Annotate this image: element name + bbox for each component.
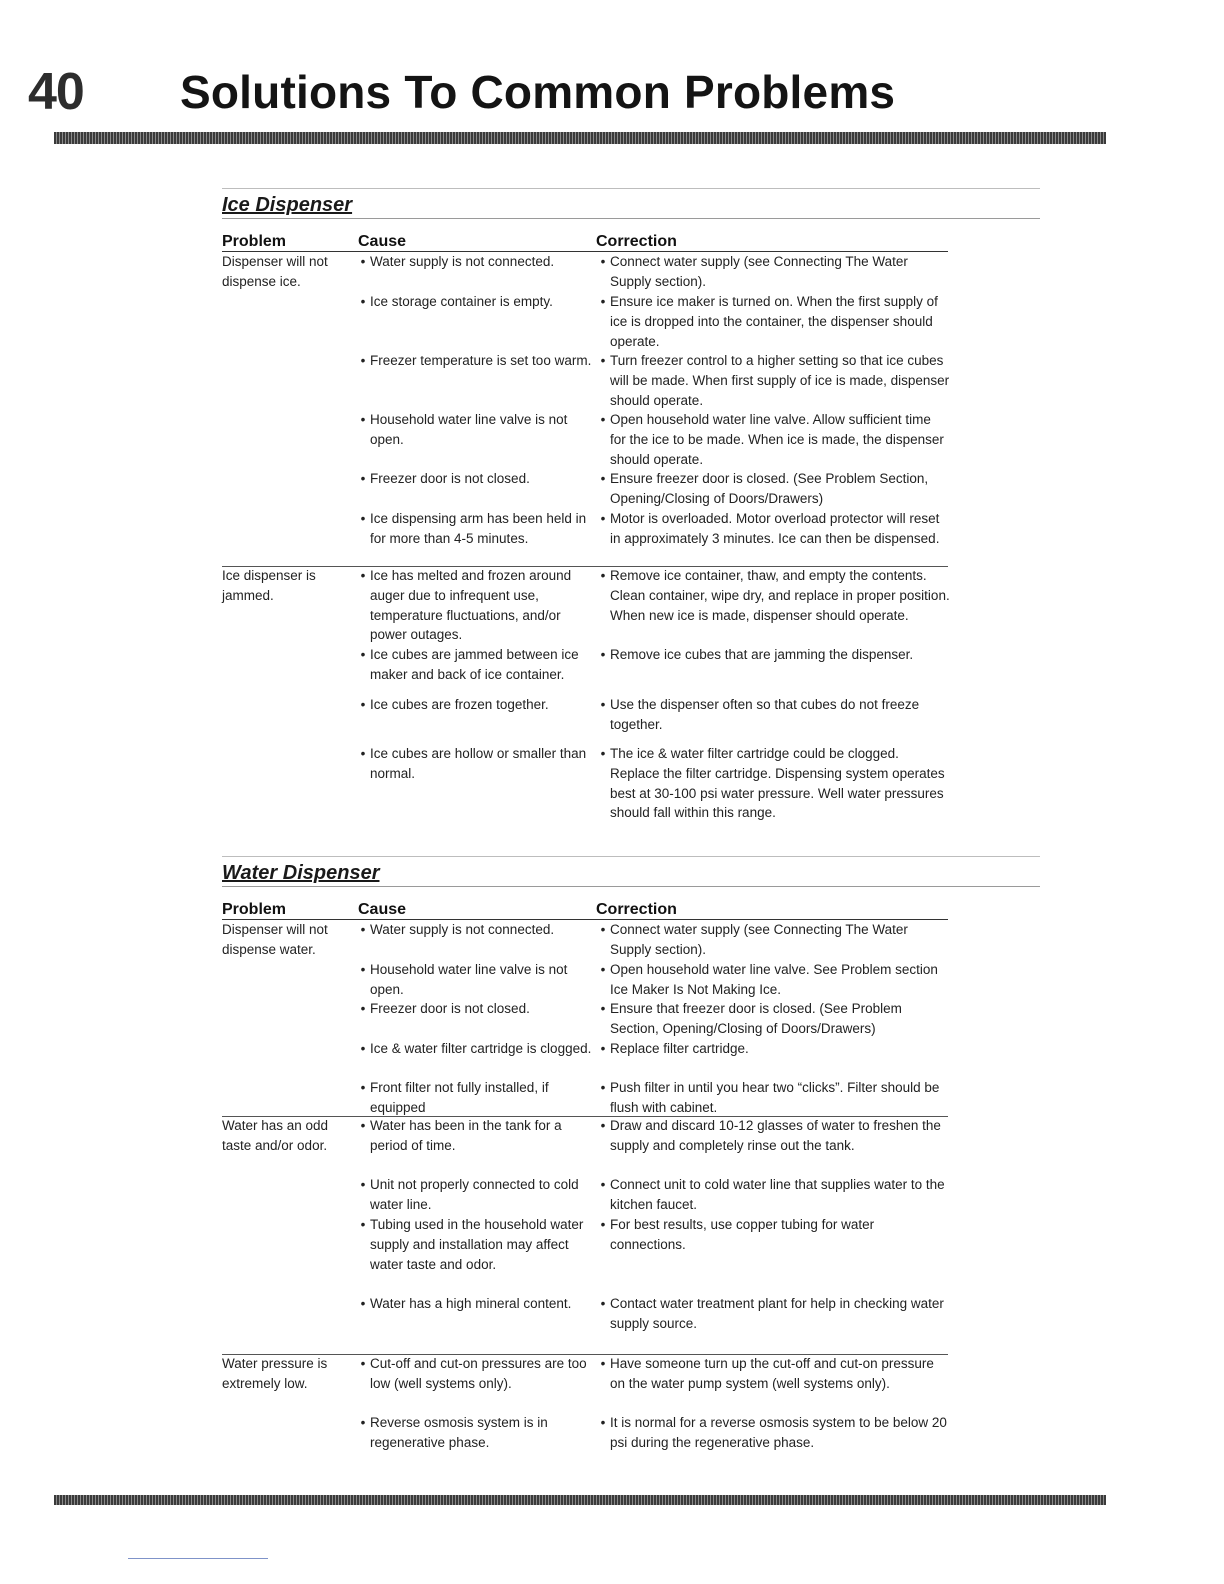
problem-text: Ice dispenser is jammed. [222, 568, 316, 603]
column-header-correction: Correction [596, 233, 677, 250]
section-title-rule [222, 218, 1040, 219]
correction-text [596, 566, 950, 625]
column-header-cause: Cause [358, 233, 407, 250]
bullet-icon: • [600, 1217, 606, 1232]
bullet-icon: • [600, 1080, 606, 1095]
cause-text [356, 1294, 592, 1314]
cause-label: Ice has melted and frozen around auger due to infrequent use, temperature fluctuations, and/or power outages. [370, 568, 572, 643]
correction-label: Contact water treatment plant for help in checking water supply source. [610, 1296, 944, 1331]
correction-text [596, 1078, 950, 1118]
cause-label: Ice & water filter cartridge is clogged. [370, 1041, 592, 1056]
cause-text [356, 1175, 592, 1215]
bullet-icon: • [600, 1118, 606, 1133]
cause-label: Ice cubes are jammed between ice maker and back of ice container. [370, 647, 579, 682]
bullet-icon: • [360, 922, 366, 937]
cause-text [356, 1116, 592, 1156]
bullet-icon: • [600, 962, 606, 977]
correction-label: Replace filter cartridge. [610, 1041, 749, 1056]
cause-label: Tubing used in the household water supply and installation may affect water taste and odor. [370, 1217, 584, 1272]
correction-label: It is normal for a reverse osmosis system to be below 20 psi during the regenerative phase. [610, 1415, 947, 1450]
bullet-icon: • [600, 471, 606, 486]
water-dispenser-table [222, 900, 948, 1456]
section-title-rule [222, 886, 1040, 887]
bullet-icon: • [360, 697, 366, 712]
cause-label: Water has been in the tank for a period of time. [370, 1118, 562, 1153]
correction-text [596, 351, 950, 410]
cause-label: Freezer door is not closed. [370, 471, 530, 486]
correction-label: Motor is overloaded. Motor overload protector will reset in approximately 3 minutes. Ice can then be dispensed. [610, 511, 940, 546]
bullet-icon: • [360, 254, 366, 269]
cause-label: Front filter not fully installed, if equipped [370, 1080, 549, 1115]
bullet-icon: • [600, 647, 606, 662]
problem-text: Dispenser will not dispense water. [222, 922, 328, 957]
bullet-icon: • [600, 511, 606, 526]
cause-label: Household water line valve is not open. [370, 412, 568, 447]
problem-group [222, 1116, 948, 1352]
cause-text [356, 1078, 592, 1118]
correction-label: Ensure ice maker is turned on. When the first supply of ice is dropped into the container, the dispenser should operate. [610, 294, 938, 349]
bullet-icon: • [360, 511, 366, 526]
cause-label: Ice cubes are hollow or smaller than normal. [370, 746, 587, 781]
header-divider [54, 132, 1106, 144]
bullet-icon: • [360, 647, 366, 662]
correction-text [596, 1175, 950, 1215]
cause-text [356, 1354, 592, 1394]
cause-text [356, 566, 592, 645]
cause-text [356, 695, 592, 715]
correction-text [596, 920, 950, 960]
correction-text [596, 410, 950, 469]
bullet-icon: • [360, 471, 366, 486]
problem-text: Water has an odd taste and/or odor. [222, 1118, 329, 1153]
correction-label: Draw and discard 10-12 glasses of water to freshen the supply and completely rinse out the tank. [610, 1118, 941, 1153]
section-title: Water Dispenser [222, 862, 380, 884]
cause-text [356, 1039, 592, 1059]
cause-text [356, 469, 592, 489]
footer-divider [54, 1495, 1106, 1505]
footer-mark [128, 1558, 268, 1559]
bullet-icon: • [600, 1041, 606, 1056]
bullet-icon: • [600, 1356, 606, 1371]
section-title: Ice Dispenser [222, 194, 353, 216]
correction-text [596, 999, 950, 1039]
bullet-icon: • [360, 1041, 366, 1056]
cause-text [356, 292, 592, 312]
bullet-icon: • [360, 962, 366, 977]
bullet-icon: • [360, 1415, 366, 1430]
cause-text [356, 920, 592, 940]
bullet-icon: • [600, 254, 606, 269]
water-dispenser-section [222, 856, 1040, 1456]
cause-text [356, 351, 592, 371]
correction-label: Have someone turn up the cut-off and cut-on pressure on the water pump system (well systems only). [610, 1356, 934, 1391]
problem-group [222, 252, 948, 568]
cause-text [356, 1413, 592, 1453]
correction-text [596, 744, 950, 823]
page-title: Solutions To Common Problems [180, 66, 896, 118]
bullet-icon: • [360, 1356, 366, 1371]
correction-label: Remove ice cubes that are jamming the dispenser. [610, 647, 914, 662]
bullet-icon: • [360, 1296, 366, 1311]
correction-text [596, 292, 950, 351]
problem-group [222, 1354, 948, 1454]
bullet-icon: • [600, 1177, 606, 1192]
bullet-icon: • [360, 1001, 366, 1016]
correction-text [596, 1354, 950, 1394]
cause-text [356, 509, 592, 549]
correction-label: Push filter in until you hear two “clicks”. Filter should be flush with cabinet. [610, 1080, 940, 1115]
cause-label: Water supply is not connected. [370, 922, 555, 937]
correction-label: Open household water line valve. See Problem section Ice Maker Is Not Making Ice. [610, 962, 938, 997]
correction-label: Ensure freezer door is closed. (See Problem Section, Opening/Closing of Doors/Drawers) [610, 471, 929, 506]
cause-text [356, 410, 592, 450]
correction-label: The ice & water filter cartridge could be clogged. Replace the filter cartridge. Dispensing system operates best at 30-100 psi water pressure. Well water pressures should fall within this range. [610, 746, 945, 821]
correction-label: Ensure that freezer door is closed. (See Problem Section, Opening/Closing of Doors/Drawers) [610, 1001, 902, 1036]
correction-label: Remove ice container, thaw, and empty the contents. Clean container, wipe dry, and replace in proper position. When new ice is made, dispenser should operate. [610, 568, 950, 623]
correction-text [596, 1039, 950, 1059]
cause-label: Ice dispensing arm has been held in for more than 4-5 minutes. [370, 511, 587, 546]
correction-text [596, 1215, 950, 1255]
correction-text [596, 1413, 950, 1453]
section-top-rule [222, 856, 1040, 857]
column-header-problem: Problem [222, 901, 287, 918]
cause-text [356, 744, 592, 784]
bullet-icon: • [600, 294, 606, 309]
column-header-cause: Cause [358, 901, 407, 918]
cause-label: Ice storage container is empty. [370, 294, 553, 309]
cause-label: Household water line valve is not open. [370, 962, 568, 997]
correction-text [596, 960, 950, 1000]
bullet-icon: • [600, 1415, 606, 1430]
cause-text [356, 960, 592, 1000]
bullet-icon: • [600, 1296, 606, 1311]
bullet-icon: • [360, 294, 366, 309]
correction-text [596, 509, 950, 549]
correction-text [596, 469, 950, 509]
bullet-icon: • [360, 353, 366, 368]
correction-text [596, 645, 950, 665]
correction-label: Connect water supply (see Connecting The Water Supply section). [610, 254, 908, 289]
bullet-icon: • [600, 922, 606, 937]
bullet-icon: • [360, 1217, 366, 1232]
cause-label: Freezer temperature is set too warm. [370, 353, 592, 368]
cause-text [356, 999, 592, 1019]
ice-dispenser-table [222, 232, 948, 848]
bullet-icon: • [360, 412, 366, 427]
problem-group [222, 566, 948, 848]
bullet-icon: • [600, 1001, 606, 1016]
cause-label: Ice cubes are frozen together. [370, 697, 549, 712]
correction-label: Open household water line valve. Allow sufficient time for the ice to be made. When ice is made, the dispenser should operate. [610, 412, 944, 467]
correction-label: Connect unit to cold water line that supplies water to the kitchen faucet. [610, 1177, 945, 1212]
cause-text [356, 645, 592, 685]
correction-text [596, 252, 950, 292]
bullet-icon: • [360, 1118, 366, 1133]
cause-label: Water has a high mineral content. [370, 1296, 572, 1311]
page-header [28, 60, 1108, 130]
cause-label: Cut-off and cut-on pressures are too low (well systems only). [370, 1356, 587, 1391]
correction-text [596, 1116, 950, 1156]
problem-text: Water pressure is extremely low. [222, 1356, 328, 1391]
correction-label: Turn freezer control to a higher setting so that ice cubes will be made. When first supply of ice is made, dispenser should operate. [610, 353, 950, 408]
column-header-problem: Problem [222, 233, 287, 250]
column-header-correction: Correction [596, 901, 677, 918]
bullet-icon: • [360, 1177, 366, 1192]
cause-label: Unit not properly connected to cold water line. [370, 1177, 579, 1212]
correction-label: Connect water supply (see Connecting The Water Supply section). [610, 922, 908, 957]
bullet-icon: • [360, 1080, 366, 1095]
problem-group [222, 920, 948, 1118]
bullet-icon: • [600, 568, 606, 583]
ice-dispenser-section [222, 188, 1040, 848]
bullet-icon: • [360, 746, 366, 761]
bullet-icon: • [600, 353, 606, 368]
cause-text [356, 252, 592, 272]
page-number: 40 [28, 63, 84, 121]
section-top-rule [222, 188, 1040, 189]
problem-text: Dispenser will not dispense ice. [222, 254, 328, 289]
correction-label: Use the dispenser often so that cubes do not freeze together. [610, 697, 920, 732]
bullet-icon: • [600, 697, 606, 712]
cause-label: Reverse osmosis system is in regenerative phase. [370, 1415, 548, 1450]
bullet-icon: • [600, 746, 606, 761]
bullet-icon: • [360, 568, 366, 583]
cause-label: Water supply is not connected. [370, 254, 555, 269]
correction-text [596, 1294, 950, 1334]
correction-text [596, 695, 950, 735]
correction-label: For best results, use copper tubing for water connections. [610, 1217, 875, 1252]
cause-text [356, 1215, 592, 1274]
bullet-icon: • [600, 412, 606, 427]
cause-label: Freezer door is not closed. [370, 1001, 530, 1016]
